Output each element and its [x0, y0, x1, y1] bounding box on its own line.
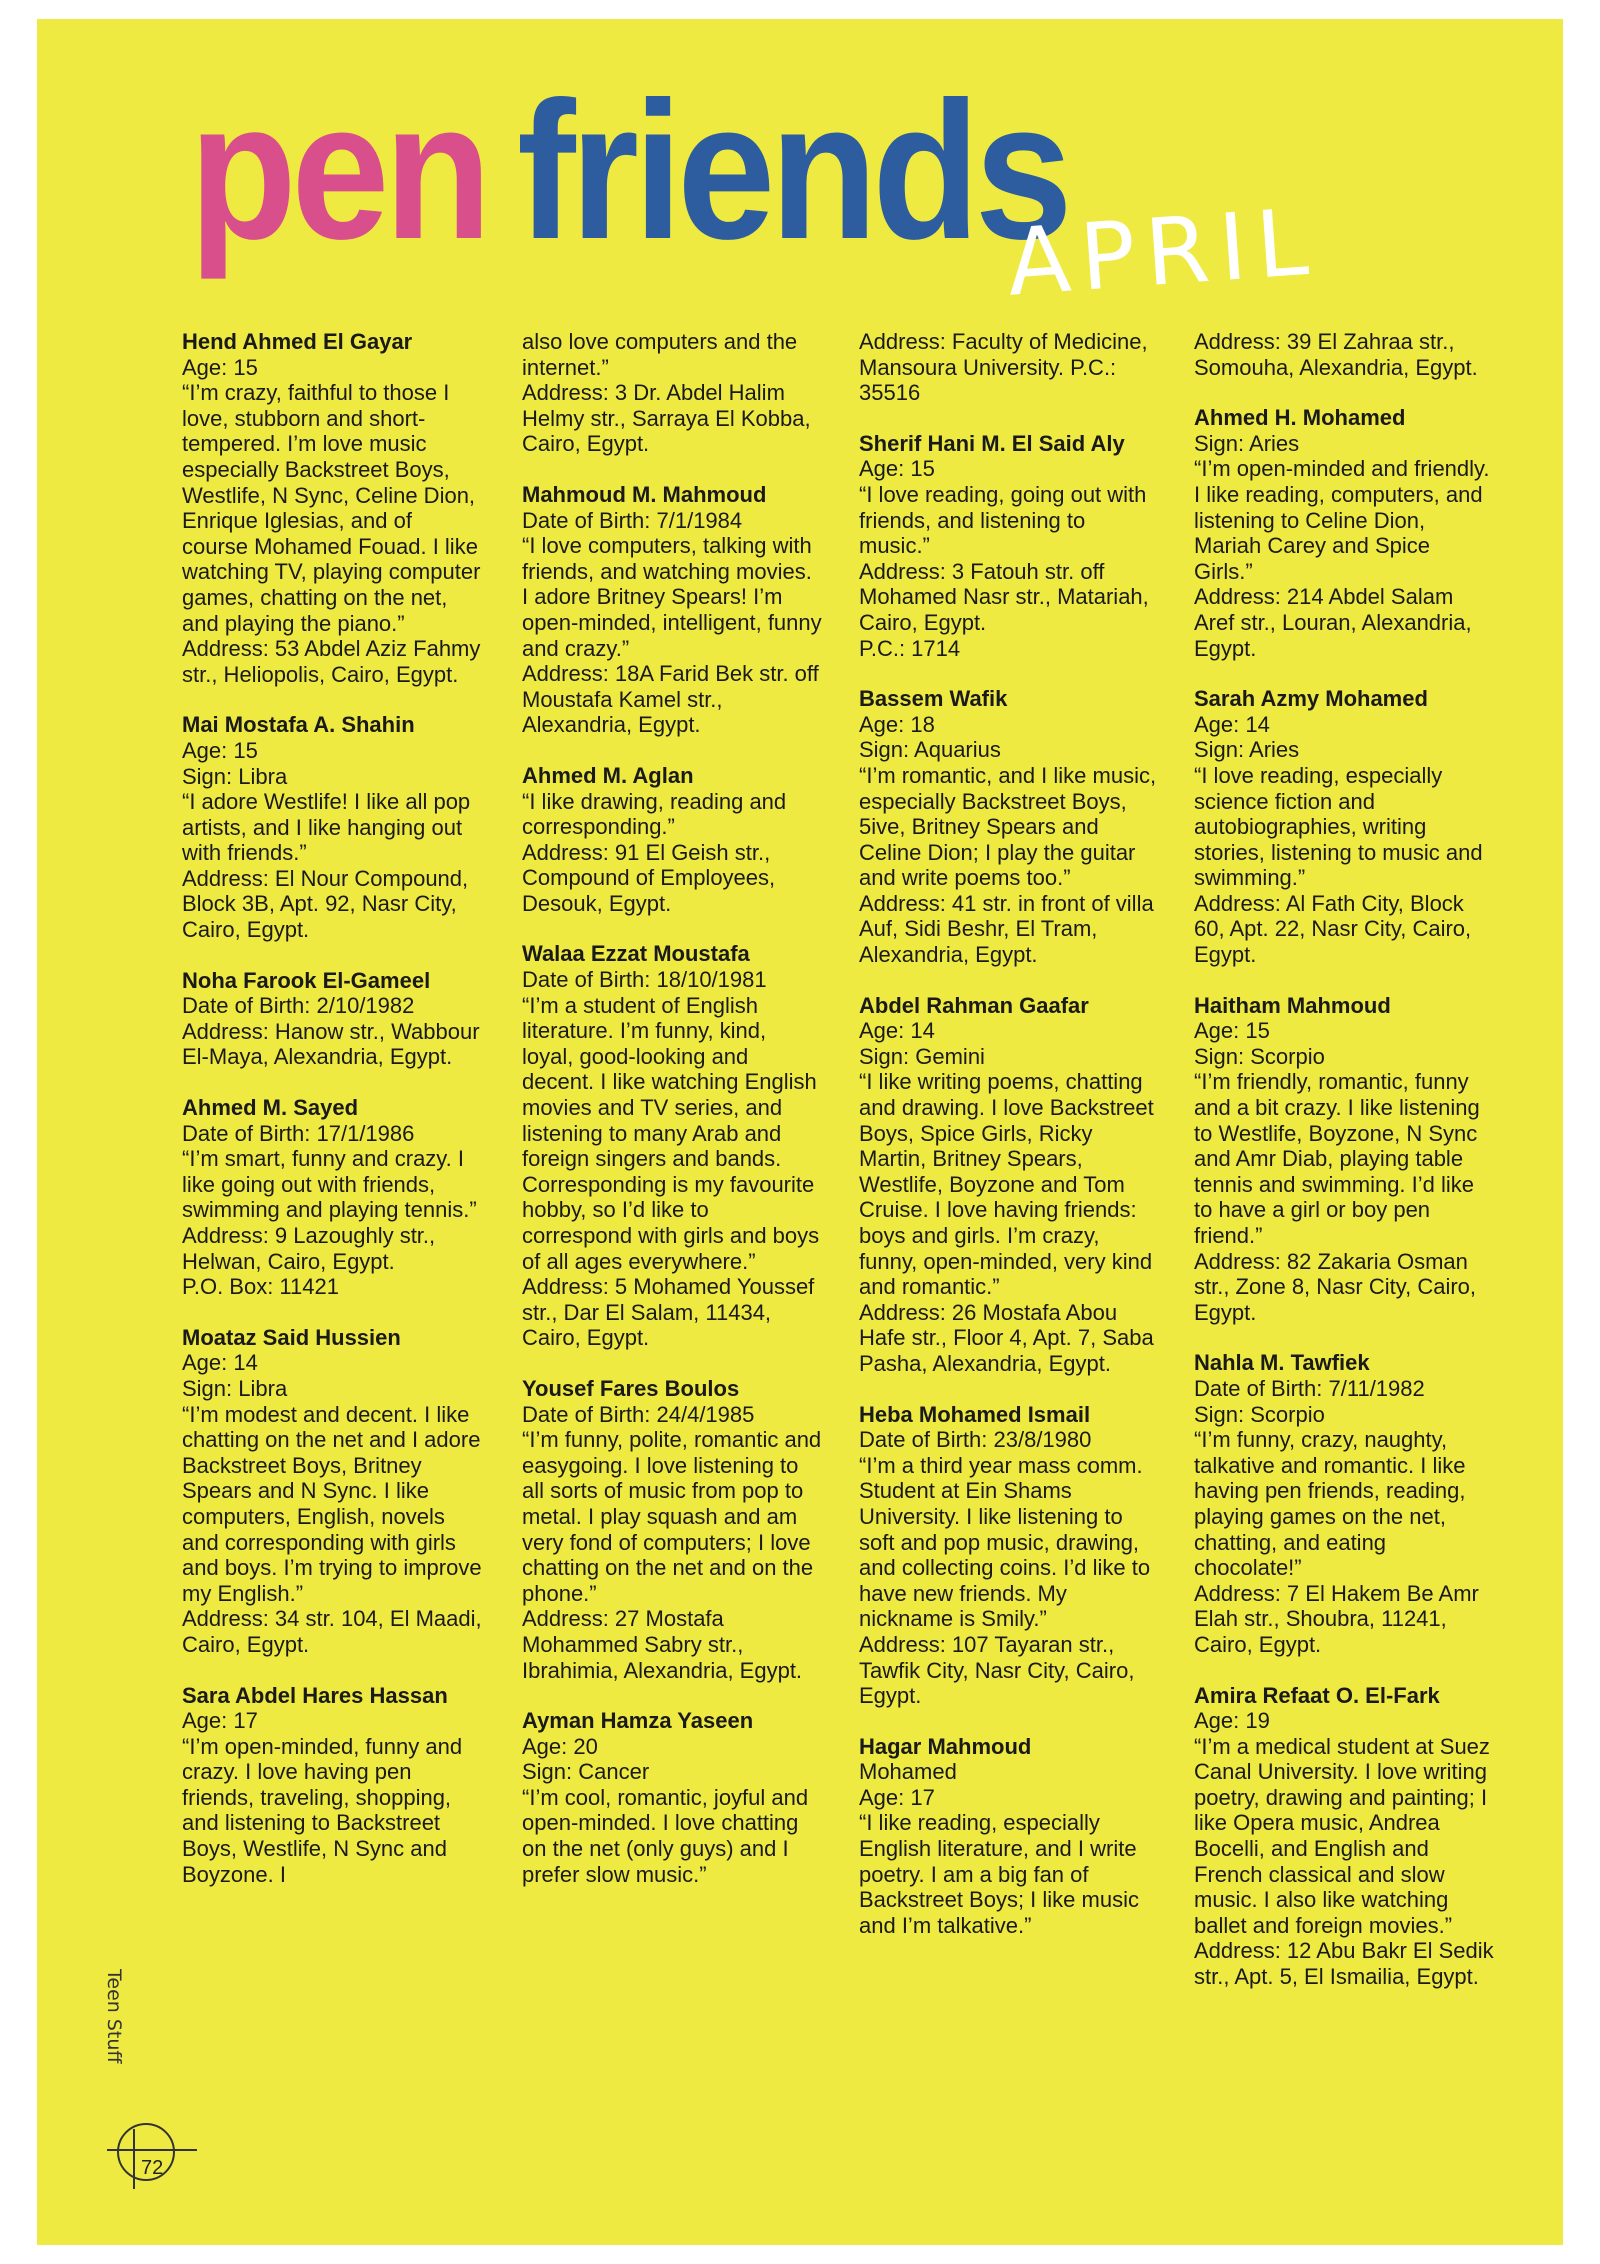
entry-text: Address: El Nour Compound, Block 3B, Apt. 92, Nasr City, Cairo, Egypt.	[182, 865, 469, 943]
pen-friend-entry	[1194, 1350, 1494, 1657]
entry-text: Address: 18A Farid Bek str. off Moustafa Kamel str., Alexandria, Egypt.	[522, 661, 819, 738]
entry-name: Ayman Hamza Yaseen	[522, 1708, 754, 1734]
entry-text: Address: 41 str. in front of villa Auf, Sidi Beshr, El Tram, Alexandria, Egypt.	[859, 890, 1154, 968]
entry-text: Date of Birth: 24/4/1985	[522, 1401, 755, 1427]
entry-name: Yousef Fares Boulos	[522, 1375, 740, 1401]
pen-friend-entry	[859, 993, 1159, 1377]
title-pen: pen	[189, 61, 487, 280]
entry-text: Sign: Cancer	[522, 1759, 650, 1785]
registration-line-horizontal	[107, 2149, 197, 2151]
entry-name: Heba Mohamed Ismail	[859, 1401, 1091, 1427]
entry-text: Sign: Aquarius	[859, 737, 1001, 763]
entry-name: Hagar Mahmoud	[859, 1733, 1032, 1759]
entry-text: “I’m funny, crazy, naughty, talkative and romantic. I like having pen friends, reading, playing games on the net, chatting, and eating chocolate!”	[1194, 1427, 1466, 1581]
page-number: 72	[141, 2157, 164, 2179]
entry-text: Sign: Scorpio	[1194, 1043, 1325, 1069]
entry-text: Age: 14	[1194, 711, 1270, 737]
entry-text: P.C.: 1714	[859, 635, 961, 661]
entry-text: “I love reading, especially science fiction and autobiographies, writing stories, listening to music and swimming.”	[1194, 762, 1483, 891]
entry-text: Date of Birth: 17/1/1986	[182, 1120, 415, 1146]
entry-text: Date of Birth: 7/1/1984	[522, 507, 743, 533]
entry-text: “I’m crazy, faithful to those I love, stubborn and short-tempered. I’m love music especially Backstreet Boys, Westlife, N Sync, Celine Dion, Enrique Iglesias, and of course Mohamed Fouad. I like watching TV, playing computer games, chatting on the net, and playing the piano.”	[182, 380, 481, 636]
entry-name: Walaa Ezzat Moustafa	[522, 941, 750, 967]
pen-friend-entry	[859, 329, 1159, 406]
pen-friend-entry	[1194, 993, 1494, 1326]
pen-friend-entry	[1194, 686, 1494, 968]
pen-friend-entry	[1194, 1683, 1494, 1990]
entry-text: Sign: Aries	[1194, 737, 1300, 763]
entry-text: Address: Faculty of Medicine, Mansoura University. P.C.: 35516	[859, 329, 1148, 406]
pen-friend-entry	[859, 1734, 1159, 1939]
entry-text: “I’m open-minded, funny and crazy. I love having pen friends, traveling, shopping, and listening to Backstreet Boys, Westlife, N Sync and Boyzone. I	[182, 1733, 463, 1887]
entry-text: Address: 3 Dr. Abdel Halim Helmy str., Sarraya El Kobba, Cairo, Egypt.	[522, 380, 811, 457]
column-4	[1194, 329, 1494, 2015]
entry-text: Date of Birth: 2/10/1982	[182, 993, 415, 1019]
entry-name: Ahmed H. Mohamed	[1194, 405, 1406, 431]
entry-text: Age: 18	[859, 711, 935, 737]
entry-text: Address: 3 Fatouh str. off Mohamed Nasr str., Matariah, Cairo, Egypt.	[859, 558, 1149, 635]
entry-name: Bassem Wafik	[859, 686, 1008, 712]
entry-name: Ahmed M. Sayed	[182, 1095, 359, 1121]
entry-text: Address: 5 Mohamed Youssef str., Dar El Salam, 11434, Cairo, Egypt.	[522, 1274, 815, 1351]
entry-text: Address: 12 Abu Bakr El Sedik str., Apt. 5, El Ismailia, Egypt.	[1194, 1938, 1494, 1990]
entry-name: Sarah Azmy Mohamed	[1194, 686, 1428, 712]
entry-text: Address: 26 Mostafa Abou Hafe str., Floor 4, Apt. 7, Saba Pasha, Alexandria, Egypt.	[859, 1299, 1154, 1376]
pen-friend-entry	[182, 1325, 482, 1658]
entry-text: “I’m romantic, and I like music, especially Backstreet Boys, 5ive, Britney Spears and Celine Dion; I play the guitar and write poems too.”	[859, 762, 1157, 891]
entry-text: Mohamed	[859, 1759, 957, 1785]
entry-text: “I like drawing, reading and corresponding.”	[522, 788, 787, 840]
entry-name: Sherif Hani M. El Said Aly	[859, 430, 1125, 456]
entry-text: Age: 15	[859, 456, 935, 482]
entry-name: Moataz Said Hussien	[182, 1324, 401, 1350]
entry-name: Abdel Rahman Gaafar	[859, 992, 1089, 1018]
entry-text: “I’m smart, funny and crazy. I like going out with friends, swimming and playing tennis.”	[182, 1146, 477, 1223]
entry-text: Address: 107 Tayaran str., Tawfik City, Nasr City, Cairo, Egypt.	[859, 1631, 1135, 1709]
entry-text: “I love reading, going out with friends, and listening to music.”	[859, 481, 1147, 559]
entry-name: Nahla M. Tawfiek	[1194, 1350, 1370, 1376]
entry-name: Hend Ahmed El Gayar	[182, 329, 413, 354]
entry-text: Age: 17	[182, 1708, 258, 1734]
entry-text: Address: 91 El Geish str., Compound of Employees, Desouk, Egypt.	[522, 839, 776, 916]
entry-text: Address: Hanow str., Wabbour El-Maya, Alexandria, Egypt.	[182, 1018, 480, 1070]
entry-text: “I adore Westlife! I like all pop artists, and I like hanging out with friends.”	[182, 789, 471, 866]
entry-text: Address: 27 Mostafa Mohammed Sabry str., Ibrahimia, Alexandria, Egypt.	[522, 1606, 803, 1683]
entry-text: also love computers and the internet.”	[522, 329, 798, 380]
entry-text: Address: 39 El Zahraa str., Somouha, Alexandria, Egypt.	[1194, 329, 1478, 380]
pen-friend-entry	[182, 1095, 482, 1300]
pen-friend-entry	[522, 763, 822, 917]
entry-name: Amira Refaat O. El-Fark	[1194, 1682, 1440, 1708]
pen-friend-entry	[182, 1683, 482, 1888]
entry-text: “I’m cool, romantic, joyful and open-minded. I love chatting on the net (only guys) and I prefer slow music.”	[522, 1784, 809, 1887]
entry-text: Age: 14	[182, 1350, 258, 1376]
magazine-page	[37, 19, 1563, 2245]
entry-text: “I like reading, especially English literature, and I write poetry. I am a big fan of Backstreet Boys; I like music and I’m talkative.”	[859, 1810, 1139, 1938]
column-2	[522, 329, 822, 1912]
entry-text: Address: 7 El Hakem Be Amr Elah str., Shoubra, 11241, Cairo, Egypt.	[1194, 1580, 1479, 1657]
entry-name: Sara Abdel Hares Hassan	[182, 1682, 448, 1708]
entry-text: Age: 17	[859, 1784, 935, 1810]
pen-friend-entry	[859, 431, 1159, 661]
column-3	[859, 329, 1159, 1963]
pen-friend-entry	[182, 329, 482, 687]
pen-friend-entry	[522, 482, 822, 738]
entry-name: Mahmoud M. Mahmoud	[522, 481, 767, 507]
entry-text: Address: 82 Zakaria Osman str., Zone 8, Nasr City, Cairo, Egypt.	[1194, 1248, 1477, 1325]
entry-text: Sign: Aries	[1194, 430, 1300, 456]
entry-text: “I love computers, talking with friends, and watching movies. I adore Britney Spears! I’m open-minded, intelligent, funny and crazy.”	[522, 533, 822, 661]
entry-text: Age: 19	[1194, 1708, 1270, 1734]
section-label: Teen Stuff	[103, 1969, 125, 2064]
pen-friend-entry	[1194, 405, 1494, 661]
entry-text: Age: 15	[182, 354, 258, 380]
entry-text: Sign: Libra	[182, 1375, 288, 1401]
entry-text: Age: 15	[1194, 1018, 1270, 1044]
entry-name: Mai Mostafa A. Shahin	[182, 712, 415, 738]
entry-text: Address: 34 str. 104, El Maadi, Cairo, Egypt.	[182, 1606, 482, 1657]
title-month: APRIL	[1003, 188, 1322, 317]
entry-text: “I’m open-minded and friendly. I like reading, computers, and listening to Celine Dion, Mariah Carey and Spice Girls.”	[1194, 456, 1490, 584]
entry-text: “I’m friendly, romantic, funny and a bit crazy. I like listening to Westlife, Boyzone, N Sync and Amr Diab, playing table tennis and swimming. I’d like to have a girl or boy pen friend.”	[1194, 1069, 1480, 1248]
pen-friend-entry	[182, 712, 482, 942]
entry-text: Age: 20	[522, 1733, 598, 1759]
entry-text: Date of Birth: 23/8/1980	[859, 1427, 1092, 1453]
pen-friend-entry	[522, 941, 822, 1351]
entry-text: “I’m a student of English literature. I’m funny, kind, loyal, good-looking and decent. I like watching English movies and TV series, and listening to many Arab and foreign singers and bands. Corresponding is my favourite hobby, so I’d like to correspond with girls and boys of all ages everywhere.”	[522, 992, 820, 1274]
entry-text: Sign: Scorpio	[1194, 1401, 1325, 1427]
entry-name: Haitham Mahmoud	[1194, 992, 1391, 1018]
entry-text: “I’m funny, polite, romantic and easygoing. I love listening to all sorts of music from pop to metal. I play squash and am very fond of computers; I love chatting on the net and on the phone.”	[522, 1427, 822, 1606]
entry-name: Noha Farook El-Gameel	[182, 967, 431, 993]
entry-text: P.O. Box: 11421	[182, 1274, 339, 1300]
entry-text: Address: 53 Abdel Aziz Fahmy str., Heliopolis, Cairo, Egypt.	[182, 636, 481, 687]
entry-text: Address: Al Fath City, Block 60, Apt. 22, Nasr City, Cairo, Egypt.	[1194, 890, 1472, 968]
entry-text: “I’m modest and decent. I like chatting on the net and I adore Backstreet Boys, Britney Spears and N Sync. I like computers, English, novels and corresponding with girls and boys. I’m trying to improve my English.”	[182, 1401, 482, 1606]
entry-text: “I’m a third year mass comm. Student at Ein Shams University. I like listening to soft and pop music, drawing, and collecting coins. I’d like to have new friends. My nickname is Smily.”	[859, 1452, 1151, 1632]
entry-text: Address: 214 Abdel Salam Aref str., Louran, Alexandria, Egypt.	[1194, 584, 1472, 661]
registration-line-vertical	[133, 2129, 135, 2189]
title-friends: friends	[517, 61, 1068, 280]
entry-name: Ahmed M. Aglan	[522, 762, 694, 788]
entry-text: Date of Birth: 18/10/1981	[522, 967, 767, 993]
entry-text: Address: 9 Lazoughly str., Helwan, Cairo, Egypt.	[182, 1223, 436, 1274]
pen-friend-entry	[522, 1376, 822, 1683]
pen-friend-entry	[522, 329, 822, 457]
pen-friend-entry	[1194, 329, 1494, 380]
pen-friend-entry	[522, 1708, 822, 1887]
pen-friend-entry	[859, 686, 1159, 968]
pen-friend-entry	[859, 1402, 1159, 1709]
pen-friend-entry	[182, 968, 482, 1070]
entry-text: Sign: Gemini	[859, 1043, 985, 1069]
entry-text: “I’m a medical student at Suez Canal University. I love writing poetry, drawing and painting; I like Opera music, Andrea Bocelli, and English and French classical and slow music. I also like watching ballet and foreign movies.”	[1194, 1733, 1490, 1938]
entry-text: “I like writing poems, chatting and drawing. I love Backstreet Boys, Spice Girls, Ricky Martin, Britney Spears, Westlife, Boyzone and Tom Cruise. I love having friends: boys and girls. I’m crazy, funny, open-minded, very kind and romantic.”	[859, 1069, 1154, 1300]
entry-text: Age: 14	[859, 1018, 935, 1044]
entry-text: Age: 15	[182, 737, 258, 763]
entry-text: Sign: Libra	[182, 763, 288, 789]
entry-text: Date of Birth: 7/11/1982	[1194, 1375, 1425, 1401]
column-1	[182, 329, 482, 1912]
